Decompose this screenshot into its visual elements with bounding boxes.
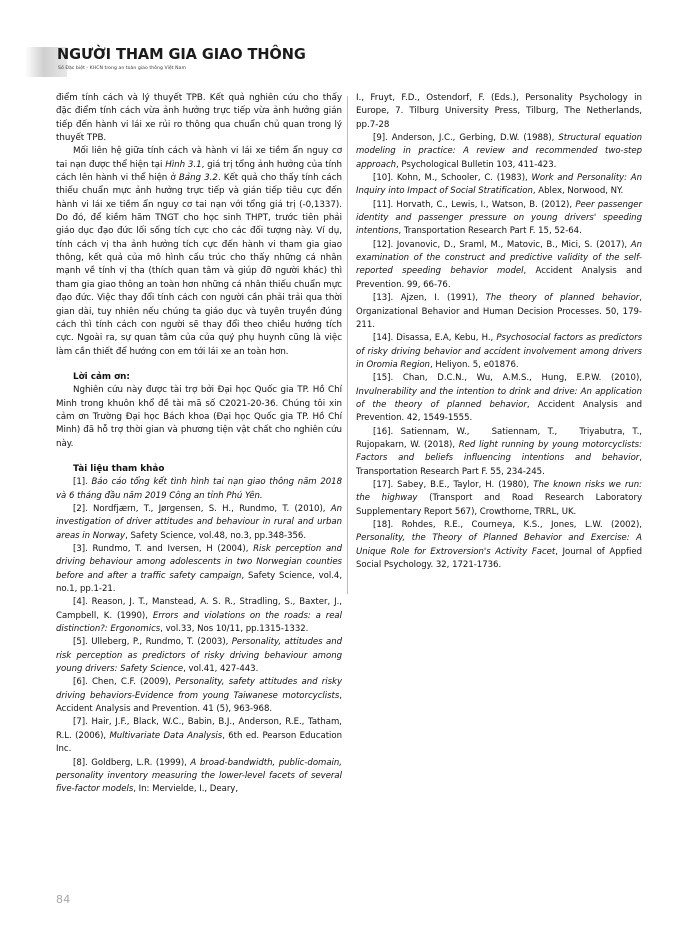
reference-title: The theory of planned behavior [485, 293, 640, 304]
paragraph: điểm tính cách và lý thuyết TPB. Kết quả nghiên cứu cho thấy đặc điểm tính cách vừa ảnh hưởng trực tiếp vừa ảnh hưởng gián tiếp đến hành vi lái xe rủi ro thông qua chuẩn chủ quan trong lý thuyết TPB. [56, 93, 342, 144]
acknowledgement-heading: Lời cảm ơn: [73, 371, 130, 382]
reference-title: Personality, the Theory of Planned Behavior and Exercise: A Unique Role for Extroversion's Activity Facet [356, 533, 642, 557]
reference-item: [13]. Ajzen, I. (1991), The theory of planned behavior, Organizational Behavior and Human Decision Processes. 50, 179-211. [356, 293, 642, 330]
page-number: 84 [56, 893, 71, 906]
reference-item: [17]. Sabey, B.E., Taylor, H. (1980), The known risks we run: the highway (Transport and Road Research Laboratory Supplementary Report 567), Crowthorne, TRRL, UK. [356, 479, 643, 517]
page-subtitle: Số Đặc biệt - KHCN trong an toàn giao thông Việt Nam [58, 66, 187, 71]
reference-title: Structural equation modeling in practice: A review and recommended two-step approach [356, 133, 642, 170]
reference-item: [7]. Hair, J.F., Black, W.C., Babin, B.J., Anderson, R.E., Tatham, R.L. (2006), Multivariate Data Analysis, 6th ed. Pearson Education Inc. [56, 717, 342, 755]
paragraph-text-part: . Kết quả cho thấy tính cách thiếu chuẩn mực ảnh hưởng trực tiếp và gián tiếp tiêu cực đến hành vi lái xe tiềm ẩn nguy cơ tai nạn với tổng giá trị (-0,1337). Do đó, để kiềm hãm TNGT cho học sinh THPT, trước tiên phải giáo dục đạo đức lối sống tích cực cho các đối tượng này. Ví dụ, tính cách vị tha ảnh hưởng tích cực đến hành vi tham gia giao thông, kết quả của mô hình cấu trúc cho thấy những cá nhân mạnh về tính vị tha (thích quan tâm và giúp đỡ người khác) thì tham gia giao thông an toàn hơn những cá nhân thiếu chuẩn mực đạo đức. Việc thay đổi tính cách con người cần phải trải qua thời gian dài, tuy nhiên nếu chúng ta giáo dục và tuyên truyền đúng cách thì tính cách con người sẽ thay đổi theo chiều hướng tích cực. Ngoài ra, sự quan tâm của của quý phụ huynh cũng là việc làm cần thiết để hướng con em tới lái xe an toàn hơn. [56, 173, 342, 357]
paragraph [56, 145, 342, 359]
reference-continuation: I., Fruyt, F.D., Ostendorf, F. (Eds.), Personality Psychology in Europe, 7. Tilburg University Press, Tilburg, The Netherlands, pp.7-28 [356, 93, 642, 130]
figure-reference: Hình 3.1 [165, 159, 202, 170]
reference-item: [16]. Satiennam, W., Satiennam, T., Triyabutra, T., Rujopakarn, W. (2018), Red light running by young motorcyclists: Factors and beliefs influencing intentions and behavior, Transportation Research Part F. 55, 234-245. [356, 426, 642, 477]
right-column [356, 92, 642, 572]
reference-item: [3]. Rundmo, T. and Iversen, H (2004), Risk perception and driving behaviour among adolescents in two Norwegian counties before and after a traffic safety campaign, Safety Science, vol.4, no.1, pp.1-21. [56, 544, 343, 595]
reference-item: [1]. Báo cáo tổng kết tình hình tai nạn giao thông năm 2018 và 6 tháng đầu năm 2019 Công an tỉnh Phú Yên. [56, 477, 342, 501]
paragraph-text-part: , giá trị tổng ảnh hưởng của tính cách lên hành vi thể hiện ở [56, 159, 342, 184]
page-header [0, 44, 680, 86]
reference-item: [5]. Ulleberg, P., Rundmo, T. (2003), Personality, attitudes and risk perception as predictors of risky driving behaviour among young drivers: Safety Science, vol.41, 427-443. [56, 637, 343, 675]
page-title: NGƯỜI THAM GIA GIAO THÔNG [57, 45, 306, 63]
reference-title: Work and Personality: An Inquiry into Impact of Social Stratification [356, 173, 642, 197]
reference-title: The known risks we run: the highway [356, 479, 643, 504]
reference-item: [8]. Goldberg, L.R. (1999), A broad-bandwidth, public-domain, personality inventory measuring the lower-level facets of several five-factor models, In: Mervielde, I., Deary, [56, 757, 342, 795]
column-divider [347, 96, 348, 594]
reference-title: Peer passenger identity and passenger pressure on young drivers' speeding intentions [356, 199, 642, 237]
reference-title: Invulnerability and the intention to drink and drive: An application of the theory of planned behavior [356, 386, 642, 410]
reference-title: Personality, safety attitudes and risky driving behaviors-Evidence from young Taiwanese motorcyclists [56, 677, 342, 701]
reference-title: Multivariate Data Analysis [109, 730, 223, 741]
reference-item: [10]. Kohn, M., Schooler, C. (1983), Work and Personality: An Inquiry into Impact of Social Stratification, Ablex, Norwood, NY. [356, 173, 642, 197]
paragraph-text-part: Mối liên hệ giữa tính cách và hành vi lái xe tiềm ẩn nguy cơ tai nạn được thể hiện tại [56, 146, 342, 170]
reference-item: [9]. Anderson, J.C., Gerbing, D.W. (1988), Structural equation modeling in practice: A review and recommended two-step approach, Psychological Bulletin 103, 411-423. [356, 133, 642, 170]
reference-item: [2]. Nordfjærn, T., Jørgensen, S. H., Rundmo, T. (2010), An investigation of driver attitudes and behaviour in rural and urban areas in Norway, Safety Science, vol.48, no.3, pp.348-356. [56, 503, 342, 541]
reference-title: Psychosocial factors as predictors of risky driving behavior and accident involvement among drivers in Oromia Region [356, 333, 643, 370]
reference-item: [4]. Reason, J. T., Manstead, A. S. R., Stradling, S., Baxter, J., Campbell, K. (1990), Errors and violations on the roads: a real distinction?: Ergonomics, vol.33, Nos 10/11, pp.1315-1332. [56, 597, 343, 635]
reference-item: [12]. Jovanovic, D., Sraml, M., Matovic, B., Mici, S. (2017), An examination of the construct and predictive validity of the self-reported speeding behavior model, Accident Analysis and Prevention. 99, 66-76. [356, 239, 642, 290]
reference-item: [6]. Chen, C.F. (2009), Personality, safety attitudes and risky driving behaviors-Evidence from young Taiwanese motorcyclists, Accident Analysis and Prevention. 41 (5), 963-968. [56, 677, 342, 715]
reference-title: Báo cáo tổng kết tình hình tai nạn giao thông năm 2018 và 6 tháng đầu năm 2019 Công an tỉnh Phú Yên. [56, 477, 342, 501]
reference-title: Personality, attitudes and risk perception as predictors of risky driving behaviour among young drivers: Safety Science [56, 637, 343, 675]
reference-title: An examination of the construct and predictive validity of the self-reported speeding behavior model [356, 239, 642, 277]
header-title-group [57, 44, 322, 73]
acknowledgement-text: Nghiên cứu này được tài trợ bởi Đại học Quốc gia TP. Hồ Chí Minh trong khuôn khổ đề tài mã số C2021-20-36. Chúng tôi xin cảm ơn Trường Đại học Bách khoa (Đại học Quốc gia TP. Hồ Chí Minh) đã hỗ trợ thời gian và phương tiện vật chất cho nghiên cứu này. [56, 385, 342, 449]
reference-item: [14]. Disassa, E.A, Kebu, H., Psychosocial factors as predictors of risky driving behavior and accident involvement among drivers in Oromia Region, Heliyon. 5, e01876. [356, 333, 643, 370]
reference-title: Errors and violations on the roads: a real distinction?: Ergonomics [56, 610, 343, 635]
reference-title: Risk perception and driving behaviour among adolescents in two Norwegian counties before and after a traffic safety campaign [56, 544, 342, 581]
reference-title: Red light running by young motorcyclists: Factors and beliefs influencing intentions and behavior [356, 439, 642, 464]
reference-title: A broad-bandwidth, public-domain, personality inventory measuring the lower-level facets of several five-factor models [56, 757, 342, 795]
reference-item: [18]. Rohdes, R.E., Courneya, K.S., Jones, L.W. (2002), Personality, the Theory of Planned Behavior and Exercise: A Unique Role for Extroversion's Activity Facet, Journal of Appfied Social Psychology. 32, 1721-1736. [356, 520, 643, 571]
reference-item: [11]. Horvath, C., Lewis, I., Watson, B. (2012), Peer passenger identity and passenger pressure on young drivers' speeding intentions, Transportation Research Part F. 15, 52-64. [356, 199, 642, 237]
reference-title: An investigation of driver attitudes and behaviour in rural and urban areas in Norway [56, 503, 342, 541]
references-heading: Tài liệu tham khảo [73, 463, 165, 474]
table-reference: Bảng 3.2 [178, 173, 218, 184]
reference-item: [15]. Chan, D.C.N., Wu, A.M.S., Hung, E.P.W. (2010), Invulnerability and the intention to drink and drive: An application of the theory of planned behavior, Accident Analysis and Prevention. 42, 1549-1555. [356, 373, 642, 424]
left-column [56, 92, 342, 797]
